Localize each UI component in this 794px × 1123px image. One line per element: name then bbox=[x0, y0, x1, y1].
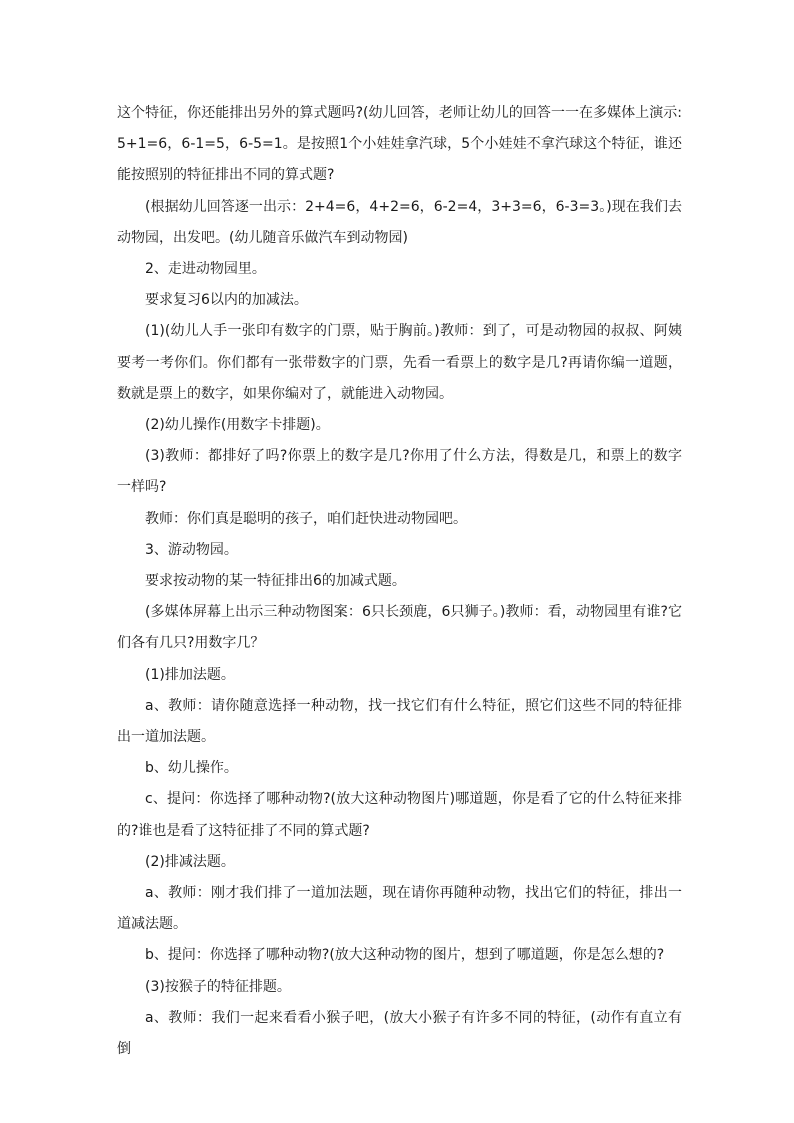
paragraph: (1)(幼儿人手一张印有数字的门票，贴于胸前。)教师：到了，可是动物园的叔叔、阿姨要考一考你们。你们都有一张带数字的门票，先看一看票上的数字是几?再请你编一道题，数就是票上的数字，如果你编对了，就能进入动物园。 bbox=[117, 323, 682, 402]
section-heading: 2、走进动物园里。 bbox=[145, 261, 266, 278]
paragraph: a、教师：刚才我们排了一道加法题，现在请你再随种动物，找出它们的特征，排出一道减法题。 bbox=[117, 885, 682, 933]
paragraph: (多媒体屏幕上出示三种动物图案：6只长颈鹿，6只狮子。)教师：看，动物园里有谁?它们各有几只?用数字几？ bbox=[117, 604, 682, 652]
document-body bbox=[117, 98, 682, 1065]
paragraph: 要求复习6以内的加减法。 bbox=[145, 292, 308, 309]
paragraph: 要求按动物的某一特征排出6的加减式题。 bbox=[145, 573, 406, 590]
paragraph: a、教师：请你随意选择一种动物，找一找它们有什么特征，照它们这些不同的特征排出一道加法题。 bbox=[117, 697, 682, 746]
paragraph: (1)排加法题。 bbox=[145, 666, 235, 683]
paragraph: (3)教师：都排好了吗?你票上的数字是几?你用了什么方法，得数是几，和票上的数字一样吗? bbox=[117, 448, 682, 496]
paragraph: b、幼儿操作。 bbox=[145, 760, 238, 777]
section-heading: 3、游动物园。 bbox=[145, 541, 238, 558]
paragraph: a、教师：我们一起来看看小猴子吧，(放大小猴子有许多不同的特征，(动作有直立有倒 bbox=[117, 1009, 682, 1058]
paragraph: (3)按猴子的特征排题。 bbox=[145, 978, 291, 995]
paragraph: 教师：你们真是聪明的孩子，咱们赶快进动物园吧。 bbox=[145, 510, 467, 527]
paragraph: 这个特征，你还能排出另外的算式题吗?(幼儿回答，老师让幼儿的回答一一在多媒体上演示:5+1=6，6-1=5，6-5=1。是按照1个小娃娃拿汽球，5个小娃娃不拿汽球这个特征，谁还能按照别的特征排出不同的算式题? bbox=[117, 105, 682, 184]
paragraph: c、提问：你选择了哪种动物?(放大这种动物图片)哪道题，你是看了它的什么特征来排的?谁也是看了这特征排了不同的算式题? bbox=[117, 791, 682, 839]
paragraph: (根据幼儿回答逐一出示：2+4=6，4+2=6，6-2=4，3+3=6，6-3=3。)现在我们去动物园，出发吧。(幼儿随音乐做汽车到动物园) bbox=[117, 198, 682, 246]
paragraph: b、提问：你选择了哪种动物?(放大这种动物的图片，想到了哪道题，你是怎么想的? bbox=[145, 947, 665, 964]
paragraph: (2)排减法题。 bbox=[145, 853, 235, 870]
paragraph: (2)幼儿操作(用数字卡排题)。 bbox=[145, 417, 330, 434]
